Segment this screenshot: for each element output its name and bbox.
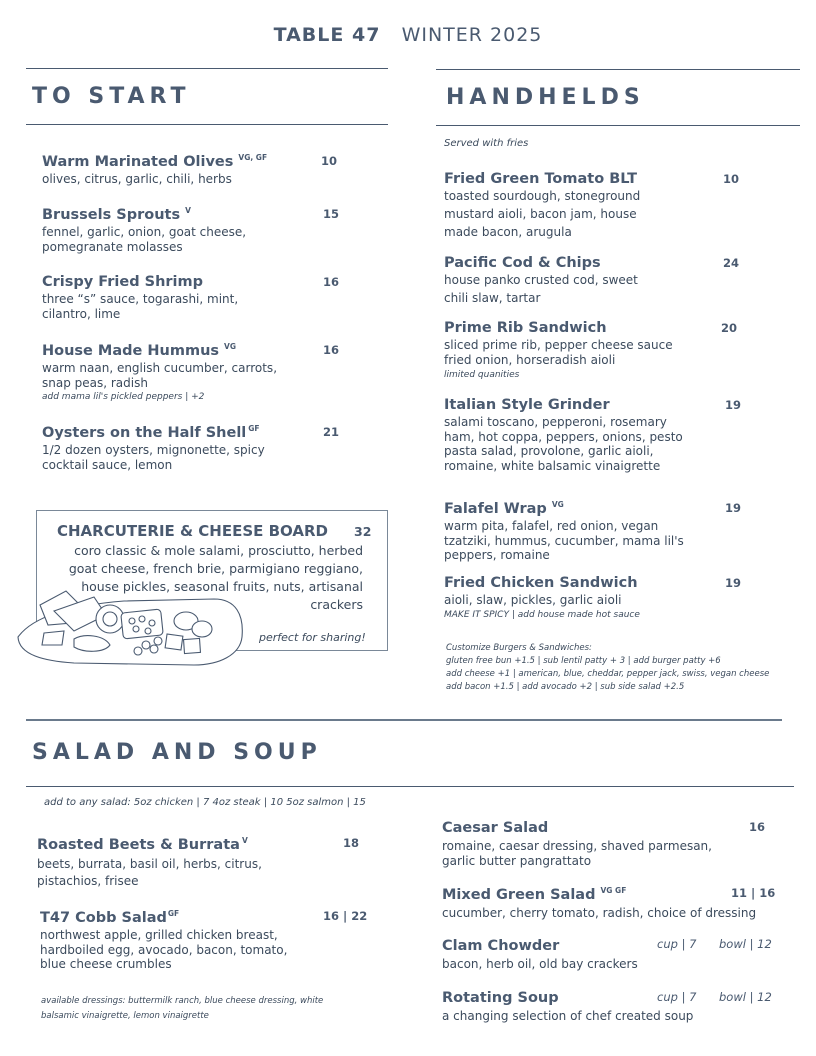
item-description: sliced prime rib, pepper cheese sauce fried onion, horseradish aioli <box>444 338 673 367</box>
menu-item <box>444 171 664 241</box>
item-description: warm naan, english cucumber, carrots, snap peas, radish <box>42 361 278 390</box>
salad-soup-top-rule <box>26 719 782 721</box>
item-name: Brussels Sprouts $^V$ <box>42 206 191 223</box>
item-description: romaine, caesar dressing, shaved parmesan, garlic butter pangrattato <box>442 839 712 868</box>
item-note: limited quanities <box>444 370 520 380</box>
customize-line: add cheese +1 | american, blue, cheddar, pepper jack, swiss, vegan cheese <box>446 669 770 679</box>
diet-tags: VG <box>551 500 564 509</box>
menu-item <box>442 886 772 921</box>
diet-tags: V <box>241 836 248 845</box>
item-description: 1/2 dozen oysters, mignonette, spicy cocktail sauce, lemon <box>42 443 265 472</box>
item-name: Caesar Salad <box>442 820 549 836</box>
menu-item <box>42 206 272 254</box>
item-name: Italian Style Grinder <box>444 397 610 413</box>
item-description: olives, citrus, garlic, chili, herbs <box>42 172 232 186</box>
item-name: Oysters on the Half Shell $^{GF}$ <box>42 424 260 441</box>
item-description: toasted sourdough, stoneground mustard aioli, bacon jam, house made bacon, arugula <box>444 189 641 239</box>
handhelds-subtitle: Served with fries <box>444 138 529 149</box>
item-price: 10 <box>723 172 740 186</box>
menu-header <box>0 24 816 46</box>
item-price: 15 <box>323 207 340 221</box>
menu-item <box>444 397 684 473</box>
item-description: three “s” sauce, togarashi, mint, cilantro, lime <box>42 292 239 321</box>
item-price: 19 <box>725 398 742 412</box>
board-description: coro classic & mole salami, prosciutto, herbed goat cheese, french brie, parmigiano reggiano, house pickles, seasonal fruits, nuts, artisanal crackers <box>68 543 363 612</box>
item-name: Mixed Green Salad $^{VG GF}$ <box>442 886 627 903</box>
restaurant-name: TABLE 47 <box>273 24 381 46</box>
cup-price: cup | 7 <box>657 990 697 1004</box>
diet-tags: VG, GF <box>238 153 268 162</box>
cup-price: cup | 7 <box>657 937 697 951</box>
item-note: MAKE IT SPICY | add house made hot sauce <box>444 609 640 620</box>
item-name: Fried Green Tomato BLT <box>444 171 637 187</box>
to-start-top-rule <box>26 68 388 69</box>
item-description: aioli, slaw, pickles, garlic aioli <box>444 593 622 607</box>
item-name: House Made Hummus $^{VG}$ <box>42 342 237 359</box>
diet-tags: VG <box>224 342 237 351</box>
item-price: 20 <box>721 321 738 335</box>
diet-tags: VG GF <box>600 886 627 895</box>
charcuterie-board-illustration <box>14 575 254 670</box>
menu-item <box>40 909 300 972</box>
bowl-price: bowl | 12 <box>719 990 772 1004</box>
menu-item <box>37 836 282 889</box>
bowl-price: bowl | 12 <box>719 937 772 951</box>
item-description: cucumber, cherry tomato, radish, choice of dressing <box>442 906 757 920</box>
item-name: Rotating Soup <box>442 990 559 1006</box>
customize-options <box>446 642 769 694</box>
diet-tags: GF <box>167 909 180 918</box>
item-price: 16 <box>323 275 340 289</box>
item-price: 19 <box>725 576 742 590</box>
item-name: Crispy Fried Shrimp <box>42 274 204 290</box>
item-name: Falafel Wrap $^{VG}$ <box>444 500 564 517</box>
diet-tags: GF <box>248 424 260 433</box>
item-description: salami toscano, pepperoni, rosemary ham, hot coppa, peppers, onions, pesto pasta salad, provolone, garlic aioli, romaine, white balsamic vinaigrette <box>444 415 683 473</box>
menu-item <box>444 255 664 307</box>
item-description: beets, burrata, basil oil, herbs, citrus, pistachios, frisee <box>37 857 262 888</box>
customize-line: gluten free bun +1.5 | sub lentil patty + 3 | add burger patty +6 <box>446 656 721 666</box>
item-name: Fried Chicken Sandwich <box>444 575 638 591</box>
item-description: warm pita, falafel, red onion, vegan tzatziki, hummus, cucumber, mama lil's peppers, romaine <box>444 519 684 562</box>
item-price: 21 <box>323 425 340 439</box>
to-start-bottom-rule <box>26 124 388 125</box>
item-price: 16 | 22 <box>323 909 368 923</box>
item-name: Warm Marinated Olives $^{VG, GF}$ <box>42 153 268 170</box>
item-price: 18 <box>343 836 360 850</box>
item-name: Pacific Cod & Chips <box>444 255 601 271</box>
board-note: perfect for sharing! <box>259 631 366 644</box>
diet-tags: V <box>185 206 191 215</box>
menu-item <box>444 500 684 563</box>
to-start-heading: TO START <box>32 84 191 109</box>
handhelds-heading: HANDHELDS <box>446 85 645 110</box>
item-note: add mama lil's pickled peppers | +2 <box>42 392 205 402</box>
available-dressings: available dressings: buttermilk ranch, blue cheese dressing, white balsamic vinaigrette, lemon vinaigrette <box>41 996 324 1021</box>
item-description: bacon, herb oil, old bay crackers <box>442 957 638 971</box>
item-description: a changing selection of chef created soup <box>442 1009 694 1023</box>
salad-add-on: add to any salad: 5oz chicken | 7 4oz steak | 10 5oz salmon | 15 <box>44 797 366 808</box>
board-title: CHARCUTERIE & CHEESE BOARD <box>57 522 329 540</box>
item-name: Roasted Beets & Burrata $^V$ <box>37 836 248 853</box>
item-description: house panko crusted cod, sweet chili slaw, tartar <box>444 273 638 305</box>
menu-item <box>42 153 342 187</box>
handhelds-bottom-rule <box>436 125 800 126</box>
customize-heading: Customize Burgers & Sandwiches: <box>446 643 592 653</box>
menu-item <box>444 320 689 380</box>
item-price: 16 <box>749 820 766 834</box>
item-price: 16 <box>323 343 340 357</box>
menu-item <box>42 342 297 402</box>
salad-soup-bottom-rule <box>26 786 794 787</box>
item-description: fennel, garlic, onion, goat cheese, pomegranate molasses <box>42 225 247 254</box>
item-name: Clam Chowder <box>442 938 560 954</box>
menu-item <box>42 274 262 321</box>
salad-soup-heading: SALAD AND SOUP <box>32 740 322 765</box>
item-name: T47 Cobb Salad$^{GF}$ <box>40 909 180 926</box>
menu-item <box>444 575 704 620</box>
board-price: 32 <box>354 524 372 539</box>
menu-season: WINTER 2025 <box>401 24 543 46</box>
item-name: Prime Rib Sandwich <box>444 320 607 336</box>
handhelds-top-rule <box>436 69 800 70</box>
customize-line: add bacon +1.5 | add avocado +2 | sub side salad +2.5 <box>446 682 685 692</box>
menu-item <box>442 820 732 868</box>
menu-item <box>42 424 287 472</box>
item-price: 24 <box>723 256 740 270</box>
item-description: northwest apple, grilled chicken breast, hardboiled egg, avocado, bacon, tomato, blue cheese crumbles <box>40 928 288 971</box>
item-price: 19 <box>725 501 742 515</box>
item-price: 11 | 16 <box>731 886 776 900</box>
item-price: 10 <box>321 154 338 168</box>
